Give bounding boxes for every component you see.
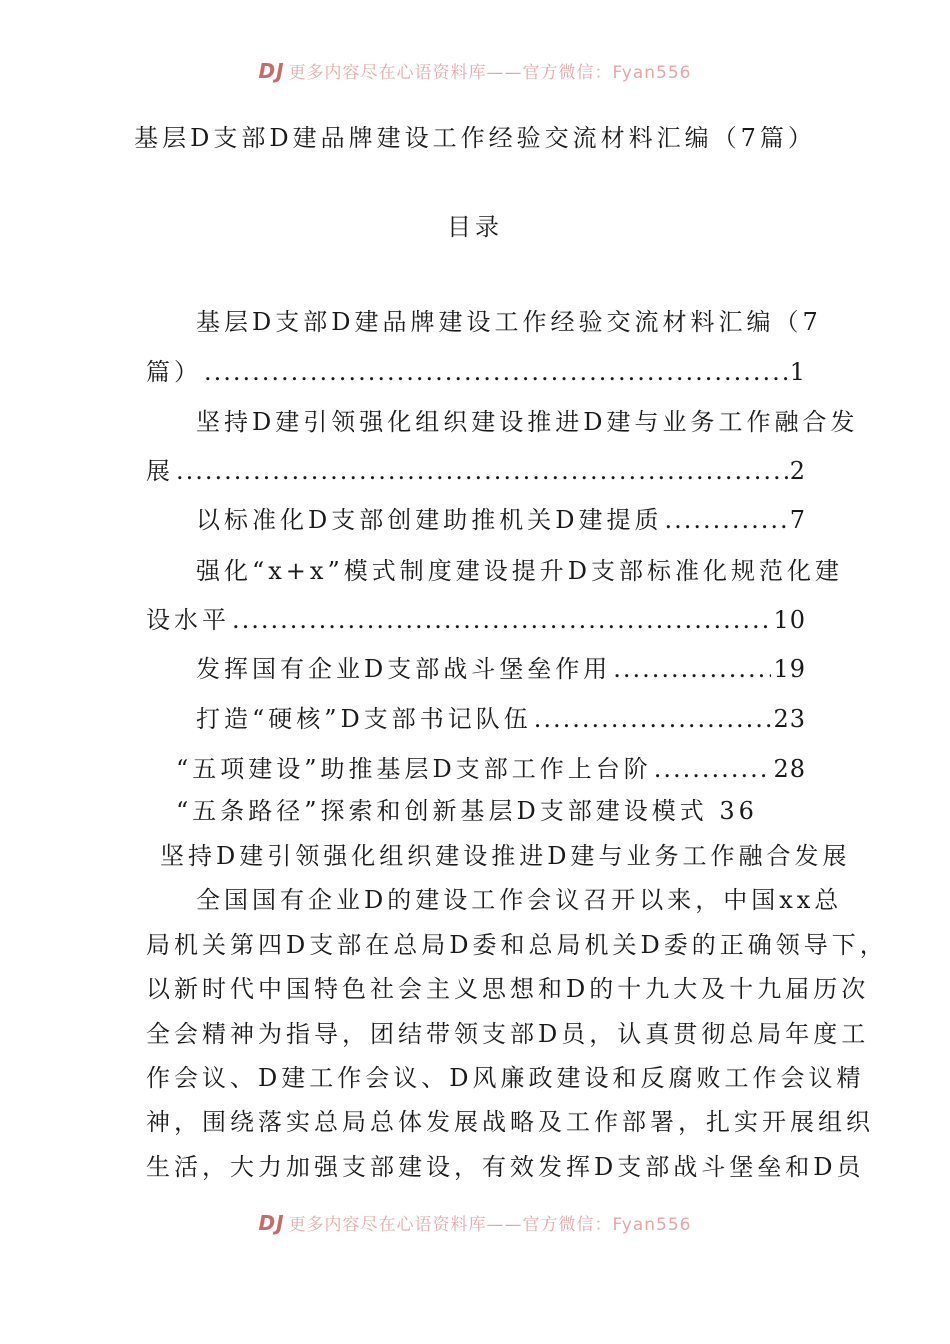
leader-dots	[654, 749, 772, 789]
document-title: 基层D支部D建品牌建设工作经验交流材料汇编（7篇）	[134, 124, 816, 152]
toc-item-6-page: 23	[773, 705, 806, 733]
leader-dots	[176, 451, 788, 491]
toc-item-2-page: 2	[789, 457, 806, 485]
toc-item-4-line2[interactable]	[146, 600, 806, 640]
toc-item-1-line2[interactable]	[146, 352, 806, 392]
leader-dots	[534, 699, 772, 739]
toc-item-3-page: 7	[789, 506, 806, 534]
watermark-logo: DJ	[258, 1211, 285, 1235]
body-line-5: 作会议、D建工作会议、D风廉政建设和反腐败工作会议精	[146, 1064, 865, 1092]
toc-item-5-page: 19	[773, 655, 806, 683]
toc-item-7[interactable]	[176, 749, 806, 789]
toc-item-3[interactable]	[196, 500, 806, 540]
watermark-text: 更多内容尽在心语资料库——官方微信：Fyan556	[288, 63, 692, 83]
toc-item-4-text: 设水平	[146, 606, 230, 634]
body-line-7: 生活，大力加强支部建设，有效发挥D支部战斗堡垒和D员	[146, 1153, 865, 1181]
toc-item-7-text: “五项建设”助推基层D支部工作上台阶	[176, 755, 652, 783]
leader-dots	[664, 500, 787, 540]
toc-item-4-page: 10	[773, 606, 806, 634]
toc-heading: 目录	[447, 213, 503, 241]
toc-item-2-line1[interactable]: 坚持D建引领强化组织建设推进D建与业务工作融合发	[196, 408, 859, 436]
leader-dots	[204, 352, 788, 392]
toc-item-8[interactable]: “五条路径”探索和创新基层D支部建设模式 36	[176, 797, 758, 825]
toc-item-4-line1[interactable]: 强化“x+x”模式制度建设提升D支部标准化规范化建	[196, 557, 843, 585]
leader-dots	[613, 649, 771, 689]
toc-item-6-text: 打造“硬核”D支部书记队伍	[196, 705, 532, 733]
toc-item-2-text: 展	[146, 457, 174, 485]
toc-item-1-page: 1	[789, 358, 806, 386]
body-line-1: 全国国有企业D的建设工作会议召开以来，中国xx总	[196, 886, 843, 914]
toc-item-6[interactable]	[196, 699, 806, 739]
watermark-bottom	[0, 1210, 950, 1235]
body-line-6: 神，围绕落实总局总体发展战略及工作部署，扎实开展组织	[146, 1108, 874, 1136]
toc-item-2-line2[interactable]	[146, 451, 806, 491]
toc-item-7-page: 28	[773, 755, 806, 783]
watermark-logo: DJ	[258, 59, 285, 83]
toc-item-3-text: 以标准化D支部创建助推机关D建提质	[196, 506, 663, 534]
body-line-4: 全会精神为指导，团结带领支部D员，认真贯彻总局年度工	[146, 1020, 870, 1048]
watermark-top	[0, 58, 950, 83]
leader-dots	[232, 600, 771, 640]
toc-item-5[interactable]	[196, 649, 806, 689]
section-title: 坚持D建引领强化组织建设推进D建与业务工作融合发展	[160, 842, 851, 870]
toc-item-1-text: 篇）	[146, 358, 202, 386]
watermark-text: 更多内容尽在心语资料库——官方微信：Fyan556	[288, 1215, 692, 1235]
toc-item-5-text: 发挥国有企业D支部战斗堡垒作用	[196, 655, 612, 683]
body-line-3: 以新时代中国特色社会主义思想和D的十九大及十九届历次	[146, 975, 870, 1003]
body-line-2: 局机关第四D支部在总局D委和总局机关D委的正确领导下，	[146, 931, 888, 959]
toc-item-1-line1[interactable]: 基层D支部D建品牌建设工作经验交流材料汇编（7	[196, 308, 822, 336]
